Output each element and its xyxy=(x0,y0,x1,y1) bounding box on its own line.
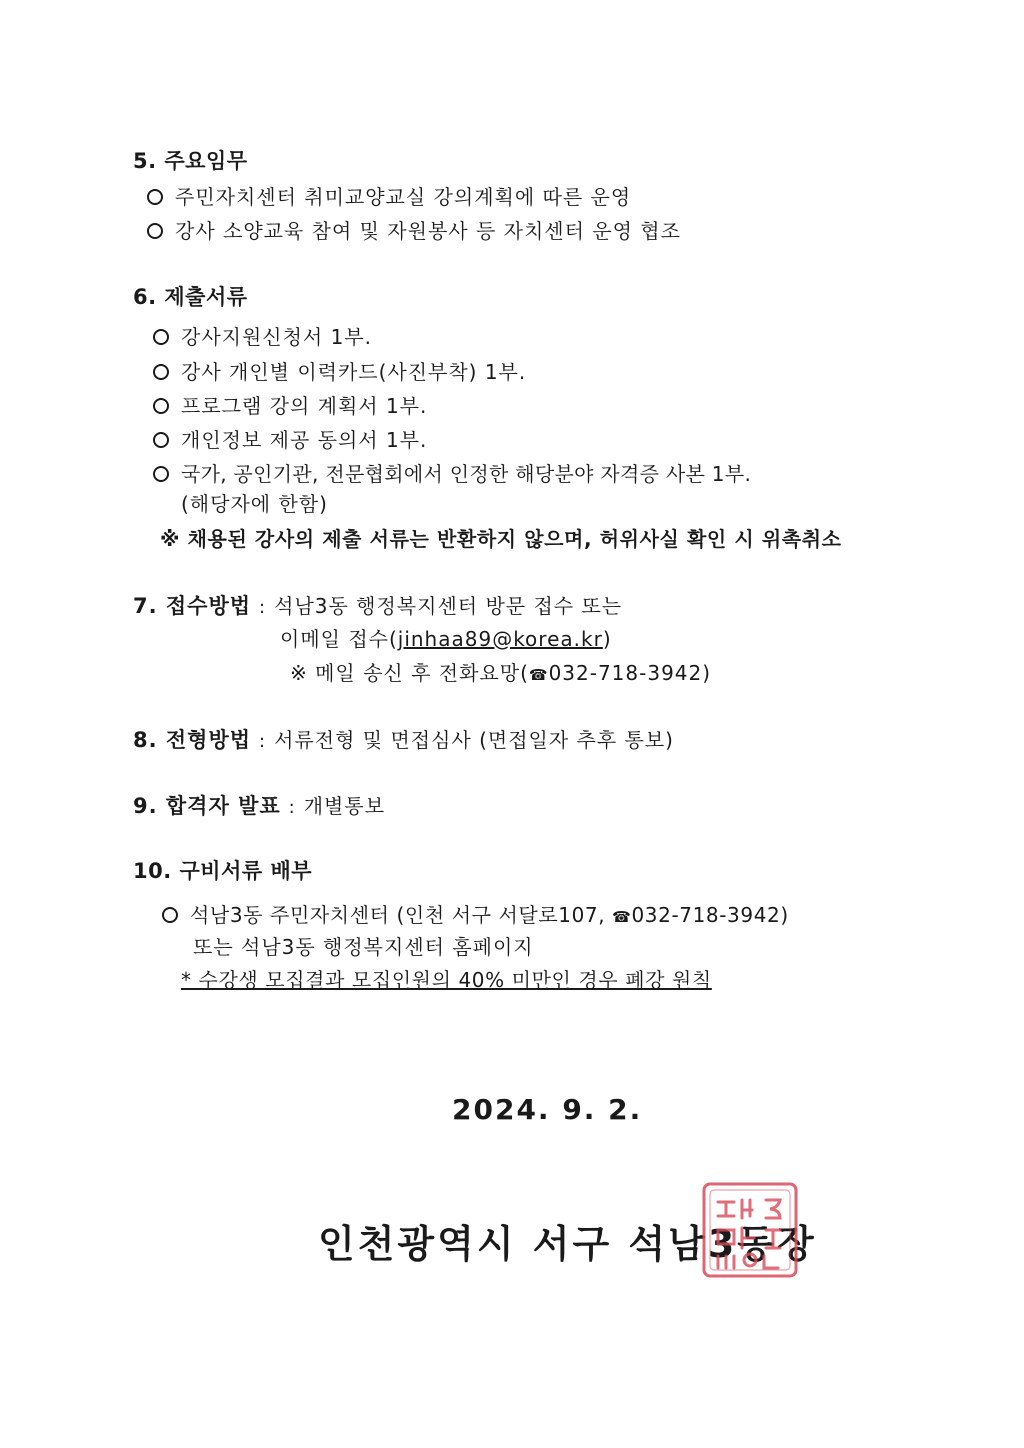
circle-bullet-icon xyxy=(153,466,169,482)
section9-separator: : xyxy=(288,797,296,818)
document-date: 2024. 9. 2. xyxy=(452,1093,643,1126)
section7-phone-suffix: ) xyxy=(702,661,712,685)
section5-item-2-text: 강사 소양교육 참여 및 자원봉사 등 자치센터 운영 협조 xyxy=(175,219,681,243)
section6-item-3-text: 프로그램 강의 계획서 1부. xyxy=(181,394,428,418)
circle-bullet-icon xyxy=(147,189,163,205)
section10-phone: 032-718-3942) xyxy=(631,903,789,927)
section8-label: 8. 전형방법 xyxy=(133,728,252,752)
section7-separator: : xyxy=(259,597,267,618)
section5-item-1-text: 주민자치센터 취미교양교실 강의계획에 따른 운영 xyxy=(175,185,632,209)
section10-item-text: 석남3동 주민자치센터 (인천 서구 서달로107, xyxy=(190,903,613,927)
section7-email-prefix: 이메일 접수( xyxy=(280,627,398,651)
section6-item-1-text: 강사지원신청서 1부. xyxy=(181,325,372,349)
section6-item-4 xyxy=(153,424,427,453)
section6-item-1 xyxy=(153,321,372,350)
circle-bullet-icon xyxy=(153,329,169,345)
issuer-name: 인천광역시 서구 석남3동장 xyxy=(318,1222,817,1266)
seal-stamp-icon xyxy=(700,1180,800,1280)
section10-heading: 10. 구비서류 배부 xyxy=(133,859,313,883)
section5-item-1 xyxy=(147,181,631,210)
section7-phone-prefix: ※ 메일 송신 후 전화요망( xyxy=(290,661,529,685)
section9-line xyxy=(133,790,385,820)
section8-line xyxy=(133,724,674,754)
telephone-icon: ☎ xyxy=(612,908,632,926)
section7-email-suffix: ) xyxy=(602,627,612,651)
section6-item-4-text: 개인정보 제공 동의서 1부. xyxy=(181,428,428,452)
section6-item-2-text: 강사 개인별 이력카드(사진부착) 1부. xyxy=(181,360,527,384)
section9-label: 9. 합격자 발표 xyxy=(133,794,281,818)
section10-note: * 수강생 모집결과 모집인원의 40% 미만인 경우 폐강 원칙 xyxy=(181,968,712,992)
section6-item-2 xyxy=(153,356,526,385)
section8-text: 서류전형 및 면접심사 (면접일자 추후 통보) xyxy=(274,728,674,752)
circle-bullet-icon xyxy=(153,364,169,380)
section5-item-2 xyxy=(147,215,681,244)
section6-item-5-text: 국가, 공인기관, 전문협회에서 인정한 해당분야 자격증 사본 1부. xyxy=(181,462,752,486)
section6-note: ※ 채용된 강사의 제출 서류는 반환하지 않으며, 허위사실 확인 시 위촉취소 xyxy=(160,527,842,551)
official-seal xyxy=(700,1180,800,1280)
section7-label: 7. 접수방법 xyxy=(133,594,252,618)
section8-separator: : xyxy=(259,731,267,752)
email-link[interactable]: jinhaa89@korea.kr xyxy=(397,627,603,651)
section7-phone: 032-718-3942 xyxy=(548,661,703,685)
section10-item-continuation: 또는 석남3동 행정복지센터 홈페이지 xyxy=(193,935,534,959)
circle-bullet-icon xyxy=(153,432,169,448)
section7-line-1 xyxy=(133,590,622,620)
section6-item-5-continuation: (해당자에 한함) xyxy=(181,492,328,516)
section6-item-3 xyxy=(153,390,427,419)
circle-bullet-icon xyxy=(147,223,163,239)
section7-line-1-text: 석남3동 행정복지센터 방문 접수 또는 xyxy=(274,594,623,618)
section7-line-2 xyxy=(280,623,612,652)
circle-bullet-icon xyxy=(153,398,169,414)
section9-text: 개별통보 xyxy=(303,794,386,818)
section10-item xyxy=(162,899,789,928)
section6-heading: 6. 제출서류 xyxy=(133,285,248,309)
circle-bullet-icon xyxy=(162,907,178,923)
section5-heading: 5. 주요임무 xyxy=(133,149,248,173)
section7-line-3 xyxy=(290,657,711,686)
section6-item-5 xyxy=(153,458,751,487)
telephone-icon: ☎ xyxy=(528,666,549,684)
